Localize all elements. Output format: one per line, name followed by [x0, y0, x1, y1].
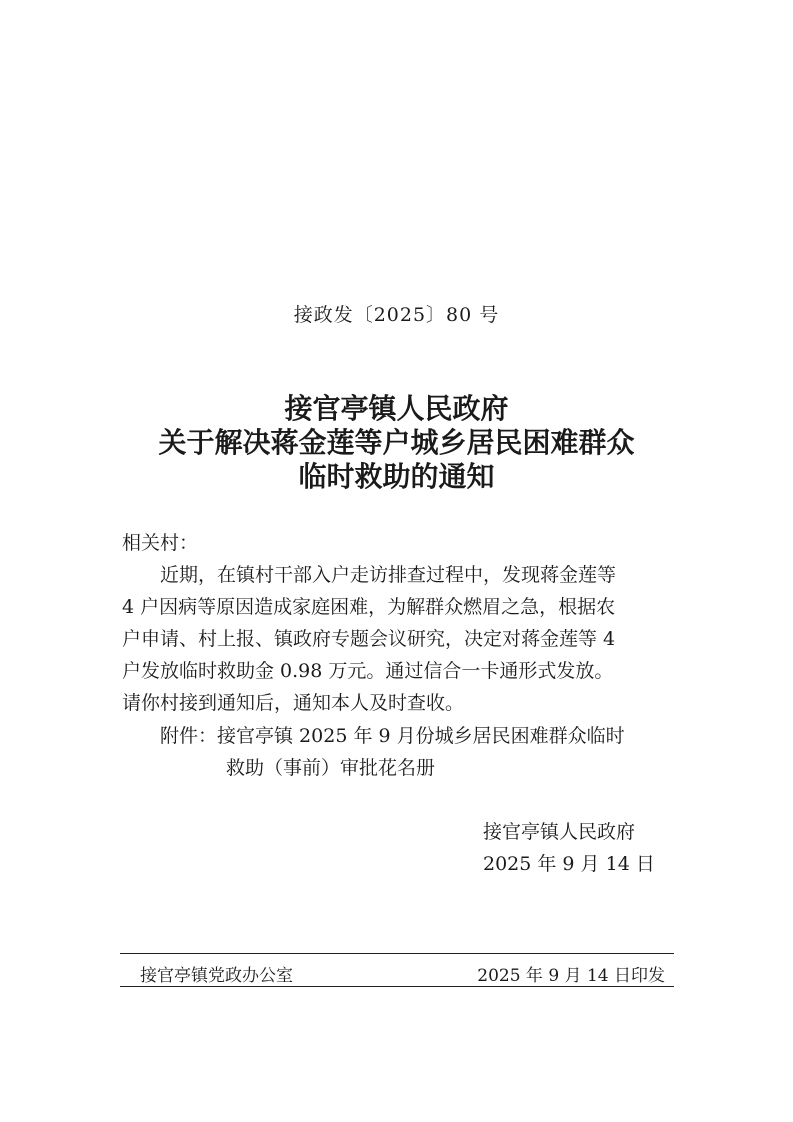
- attachment-line-2: 救助（事前）审批花名册: [226, 757, 436, 779]
- footer-top-rule: [120, 953, 674, 954]
- salutation: 相关村：: [122, 532, 199, 554]
- attachment-label: 附件：: [160, 725, 218, 747]
- signature-block: [483, 816, 655, 880]
- document-number: 接政发〔2025〕80 号: [293, 304, 500, 326]
- footer-bottom-rule: [120, 986, 674, 987]
- attachment-block: [160, 720, 625, 784]
- footer-office: 接官亭镇党政办公室: [140, 966, 293, 986]
- attachment-line-1: 接官亭镇 2025 年 9 月份城乡居民困难群众临时: [217, 725, 625, 747]
- body-line-1: 近期，在镇村干部入户走访排查过程中，发现蒋金莲等: [122, 564, 617, 586]
- body-line-4: 户发放临时救助金 0.98 万元。通过信合一卡通形式发放。: [122, 660, 614, 682]
- title-line-3: 临时救助的通知: [298, 460, 495, 493]
- body-line-5: 请你村接到通知后，通知本人及时查收。: [122, 692, 465, 714]
- title-line-1: 接官亭镇人民政府: [284, 392, 509, 425]
- document-title: [0, 392, 793, 494]
- footer-print-date: 2025 年 9 月 14 日印发: [477, 966, 665, 986]
- signature-org: 接官亭镇人民政府: [483, 821, 636, 843]
- body-line-2: 4 户因病等原因造成家庭困难，为解群众燃眉之急，根据农: [122, 596, 616, 618]
- body-line-3: 户申请、村上报、镇政府专题会议研究，决定对蒋金莲等 4: [122, 628, 616, 650]
- body-paragraph: [122, 559, 677, 719]
- signature-date: 2025 年 9 月 14 日: [483, 853, 655, 875]
- title-line-2: 关于解决蒋金莲等户城乡居民困难群众: [158, 426, 635, 459]
